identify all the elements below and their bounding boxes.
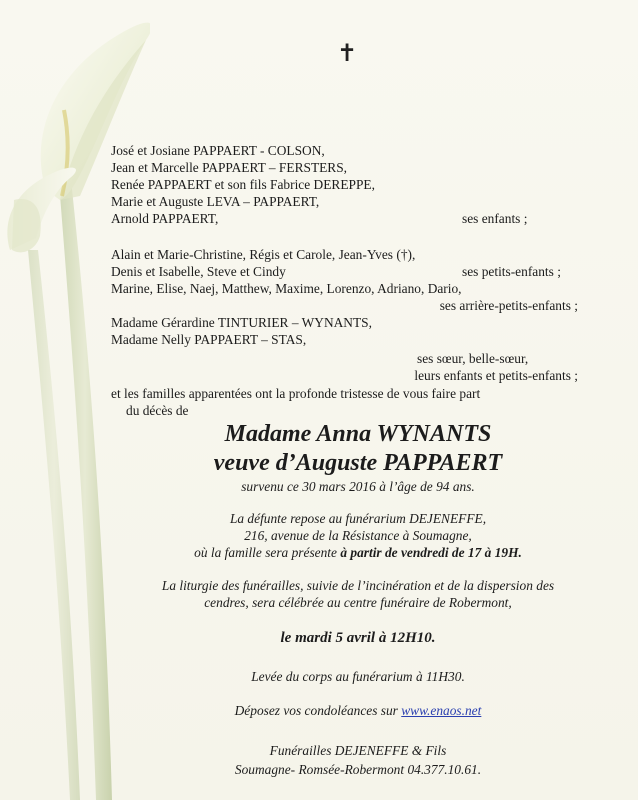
families-line: et les familles apparentées ont la profonde tristesse de vous faire part (111, 386, 481, 401)
child-line-4: Marie et Auguste LEVA – PAPPAERT, (111, 194, 320, 209)
child-line-5: Arnold PAPPAERT, (111, 211, 219, 226)
rest-line-2: 216, avenue de la Résistance à Soumagne, (244, 528, 472, 543)
deceased-widow-of: veuve d’Auguste PAPPAERT (213, 450, 503, 476)
deceased-died: survenu ce 30 mars 2016 à l’âge de 94 ans. (241, 479, 475, 494)
levee-line: Levée du corps au funérarium à 11H30. (251, 669, 465, 684)
liturgy-line-1: La liturgie des funérailles, suivie de l’incinération et de la dispersion des (161, 578, 555, 593)
condolences-link[interactable]: www.enaos.net (401, 703, 482, 718)
grandchildren-line-2: Denis et Isabelle, Steve et Cindy (111, 264, 286, 279)
condolences-line (108, 703, 608, 719)
sister-line-2: Madame Nelly PAPPAERT – STAS, (111, 332, 307, 347)
sisters-role: ses sœur, belle-sœur, (417, 351, 529, 366)
great-grandchildren-line: Marine, Elise, Naej, Matthew, Maxime, Lorenzo, Adriano, Dario, (111, 281, 462, 296)
sisters-role-2: leurs enfants et petits-enfants ; (414, 368, 578, 383)
rest-line-3-hours: à partir de vendredi de 17 à 19H. (340, 545, 522, 560)
rest-line-3 (108, 545, 608, 561)
liturgy-line-2: cendres, sera célébrée au centre funéraire de Robermont, (204, 595, 512, 610)
children-role: ses enfants ; (462, 211, 528, 226)
grandchildren-role: ses petits-enfants ; (462, 264, 561, 279)
grandchildren-line-1: Alain et Marie-Christine, Régis et Carole, Jean-Yves (†), (111, 247, 416, 262)
deces-line: du décès de (126, 403, 189, 418)
rest-line-3-prefix: où la famille sera présente (194, 545, 341, 560)
child-line-2: Jean et Marcelle PAPPAERT – FERSTERS, (111, 160, 348, 175)
rest-line-1: La défunte repose au funérarium DEJENEFFE, (229, 511, 487, 526)
sister-line-1: Madame Gérardine TINTURIER – WYNANTS, (111, 315, 372, 330)
cross-symbol: ✝ (337, 41, 358, 67)
footer-address-phone: Soumagne- Romsée-Robermont 04.377.10.61. (234, 762, 482, 777)
child-line-3: Renée PAPPAERT et son fils Fabrice DEREPPE, (111, 177, 375, 192)
footer-company: Funérailles DEJENEFFE & Fils (269, 743, 447, 758)
child-line-1: José et Josiane PAPPAERT - COLSON, (111, 143, 325, 158)
funeral-date: le mardi 5 avril à 12H10. (280, 630, 436, 646)
great-grandchildren-role: ses arrière-petits-enfants ; (439, 298, 578, 313)
deceased-name: Madame Anna WYNANTS (224, 421, 492, 447)
condolences-prefix: Déposez vos condoléances sur (234, 703, 402, 718)
